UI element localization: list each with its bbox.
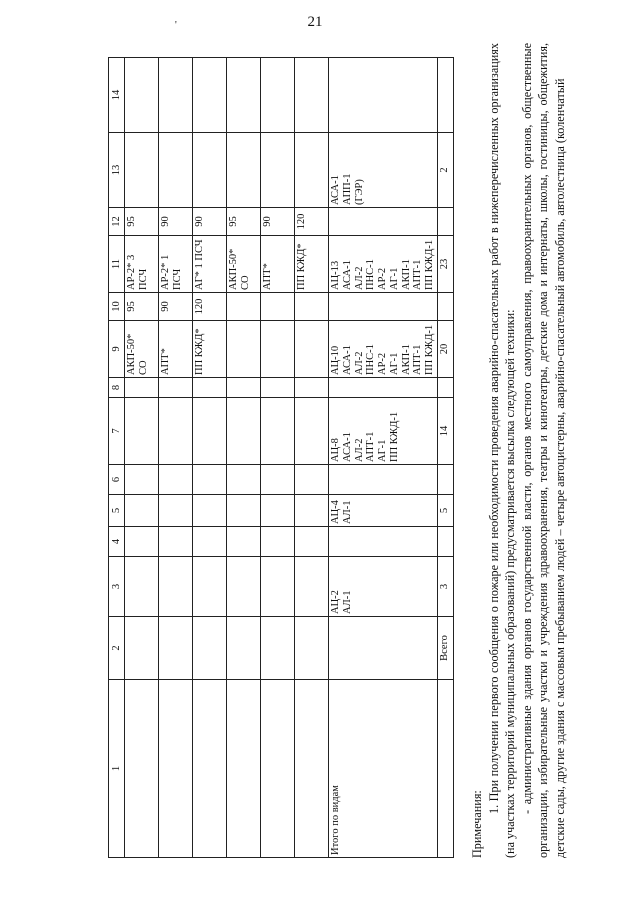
header-cell: 11 [109, 236, 125, 293]
itog-item: АПП-1 [341, 173, 353, 205]
notes-heading: Примечания: [470, 790, 484, 858]
table-cell [159, 495, 193, 527]
table-cell: АПТ* [159, 321, 193, 378]
table-row [159, 58, 193, 858]
itog-item: АЦ-13 [330, 260, 341, 290]
table-cell [227, 527, 261, 557]
itog-cell [329, 557, 438, 617]
table-cell [295, 495, 329, 527]
itog-item: АСА-1 [330, 175, 341, 205]
table-header-row [109, 58, 125, 858]
table-cell: 120 [295, 208, 329, 236]
table-cell [227, 133, 261, 208]
itog-cell [329, 321, 438, 378]
table-cell: 90 [159, 293, 193, 321]
notes-paragraph-1: 1. При получении первого сообщения о пожаре или необходимости проведения аварийно-спасательных работ в нижеперечисленных организациях (на участках территорий муниципальных образований) предусматривается высылка следующей техники: [486, 43, 518, 858]
table-cell [227, 321, 261, 378]
table-cell: АКП-50* СО [125, 321, 159, 378]
table-cell [193, 58, 227, 133]
table-cell [227, 680, 261, 858]
table-cell: 90 [159, 208, 193, 236]
table-cell [193, 378, 227, 398]
header-cell: 12 [109, 208, 125, 236]
itog-item: АР-2 [377, 267, 388, 290]
table-cell [261, 617, 295, 680]
table-cell [295, 58, 329, 133]
table-cell [125, 557, 159, 617]
notes-block [469, 43, 569, 858]
total-cell: 23 [437, 236, 453, 293]
table-cell [227, 557, 261, 617]
total-cell: 2 [437, 133, 453, 208]
table-cell [227, 617, 261, 680]
itog-item: АЛ-1 [341, 500, 353, 524]
table-cell [125, 465, 159, 495]
table-cell [125, 617, 159, 680]
table-cell: 95 [125, 293, 159, 321]
table-cell [261, 293, 295, 321]
table-row [261, 58, 295, 858]
header-cell: 13 [109, 133, 125, 208]
table-cell: АГ* 1 ПСЧ [193, 236, 227, 293]
table-cell [159, 680, 193, 858]
table-cell: ПП КЖД* [295, 236, 329, 293]
table-cell [295, 378, 329, 398]
itog-cell [329, 378, 438, 398]
table-cell [227, 465, 261, 495]
table-cell [261, 557, 295, 617]
table-cell [193, 680, 227, 858]
itog-item: АЦ-8 [330, 438, 341, 462]
table-cell [295, 465, 329, 495]
itog-item: АЛ-2 [353, 266, 365, 290]
itog-cell [329, 398, 438, 465]
total-cell: 20 [437, 321, 453, 378]
total-cell [437, 465, 453, 495]
itog-item: АЛ-2 [353, 438, 365, 462]
itog-cell [329, 617, 438, 680]
table-cell [261, 133, 295, 208]
rotated-landscape-page [90, 43, 580, 858]
table-cell [193, 527, 227, 557]
itog-item: (ГЭР) [353, 179, 365, 205]
itog-item: АР-2 [377, 352, 388, 375]
table-cell [159, 617, 193, 680]
itog-label: Итого по видам [329, 680, 438, 858]
table-row [295, 58, 329, 858]
table-cell [193, 133, 227, 208]
table-cell [295, 557, 329, 617]
itog-item: АПТ-1 [365, 431, 377, 462]
itog-row [329, 58, 438, 858]
table-cell [295, 617, 329, 680]
itog-item: АПТ-1 [412, 344, 424, 375]
table-cell [125, 398, 159, 465]
itog-item: АЦ-10 [330, 345, 341, 375]
table-cell [227, 378, 261, 398]
itog-item: ПП КЖД-1 [424, 239, 435, 290]
itog-cell [329, 495, 438, 527]
table-cell [159, 398, 193, 465]
itog-cell [329, 527, 438, 557]
table-row [125, 58, 159, 858]
table-cell [261, 58, 295, 133]
header-cell: 10 [109, 293, 125, 321]
itog-item: АКП-1 [400, 344, 412, 375]
table-cell [295, 527, 329, 557]
page-number: 21 [307, 14, 323, 30]
itog-cell [329, 133, 438, 208]
header-cell: 2 [109, 617, 125, 680]
header-cell: 1 [109, 680, 125, 858]
total-cell [437, 208, 453, 236]
table-cell [295, 680, 329, 858]
table-cell [261, 398, 295, 465]
table-cell [295, 321, 329, 378]
itog-cell [329, 208, 438, 236]
itog-item: ПНС-1 [365, 344, 377, 375]
table-cell [261, 378, 295, 398]
itog-item: ПНС-1 [365, 259, 377, 290]
total-cell [437, 58, 453, 133]
header-cell: 6 [109, 465, 125, 495]
table-cell [261, 527, 295, 557]
table-cell: АКП-50* СО [227, 236, 261, 293]
itog-item: ПП КЖД-1 [424, 324, 435, 375]
table-cell [193, 465, 227, 495]
table-cell [193, 557, 227, 617]
table-row [193, 58, 227, 858]
table-cell [159, 58, 193, 133]
table-cell [125, 378, 159, 398]
header-cell: 5 [109, 495, 125, 527]
header-cell: 4 [109, 527, 125, 557]
table-cell: АР-2* 1 ПСЧ [159, 236, 193, 293]
table-cell [125, 58, 159, 133]
table-cell [227, 58, 261, 133]
table-cell: АПТ* [261, 236, 295, 293]
itog-cell [329, 236, 438, 293]
notes-paragraph-2: - административные здания органов государственной власти, органов местного самоуправления, правоохранительных органов, общественные организации, избирательные участки и учреждения здравоохранения, театры и кинотеатры, детские дома и интернаты, школы, гостиницы, общежития, детские сады, другие здания с массовым пребыванием людей – четыре автоцистерны, аварийно-спасательный автомобиль, автолестница (коленчатый [519, 43, 567, 858]
table-cell [261, 495, 295, 527]
itog-item: АЦ-2 [330, 590, 341, 614]
header-cell: 7 [109, 398, 125, 465]
header-cell: 9 [109, 321, 125, 378]
header-cell: 3 [109, 557, 125, 617]
table-cell: 95 [125, 208, 159, 236]
table-cell [261, 465, 295, 495]
table-cell [193, 495, 227, 527]
table-cell [159, 378, 193, 398]
table-cell [159, 133, 193, 208]
table-cell: 120 [193, 293, 227, 321]
total-cell: 5 [437, 495, 453, 527]
table-cell: 90 [193, 208, 227, 236]
itog-cell [329, 465, 438, 495]
total-cell: 3 [437, 557, 453, 617]
total-label: Всего [437, 617, 453, 680]
table-cell [227, 398, 261, 465]
table-cell [159, 527, 193, 557]
table-cell [227, 495, 261, 527]
total-cell [437, 378, 453, 398]
itog-item: АГ-1 [388, 267, 400, 290]
equipment-table [108, 57, 454, 858]
table-cell [295, 133, 329, 208]
table-cell [261, 321, 295, 378]
itog-item: АКП-1 [400, 259, 412, 290]
itog-item: АГ-1 [388, 352, 400, 375]
table-cell [295, 293, 329, 321]
table-cell [227, 293, 261, 321]
table-cell [295, 398, 329, 465]
table-cell: ПП КЖД* [193, 321, 227, 378]
table-cell [125, 495, 159, 527]
total-cell [437, 680, 453, 858]
table-cell [193, 398, 227, 465]
table-cell: 90 [261, 208, 295, 236]
table-cell: 95 [227, 208, 261, 236]
table-cell [125, 527, 159, 557]
itog-cell [329, 58, 438, 133]
itog-item: АЦ-4 [330, 500, 341, 524]
table-cell [261, 680, 295, 858]
total-cell: 14 [437, 398, 453, 465]
stray-mark: ' [175, 20, 177, 31]
table-cell [159, 465, 193, 495]
total-cell [437, 293, 453, 321]
itog-item: ПП КЖД-1 [388, 411, 400, 462]
total-row [437, 58, 453, 858]
table-cell [159, 557, 193, 617]
table-row [227, 58, 261, 858]
table-cell [125, 680, 159, 858]
itog-cell [329, 293, 438, 321]
total-cell [437, 527, 453, 557]
itog-item: АПТ-1 [412, 259, 424, 290]
header-cell: 14 [109, 58, 125, 133]
table-cell [125, 133, 159, 208]
itog-item: АСА-1 [341, 432, 353, 462]
itog-item: АСА-1 [341, 260, 353, 290]
table-cell: АР-2* 3 ПСЧ [125, 236, 159, 293]
itog-item: АЛ-1 [341, 590, 353, 614]
table-cell [193, 617, 227, 680]
header-cell: 8 [109, 378, 125, 398]
itog-item: АГ-1 [377, 439, 388, 462]
itog-item: АСА-1 [341, 345, 353, 375]
itog-item: АЛ-2 [353, 351, 365, 375]
